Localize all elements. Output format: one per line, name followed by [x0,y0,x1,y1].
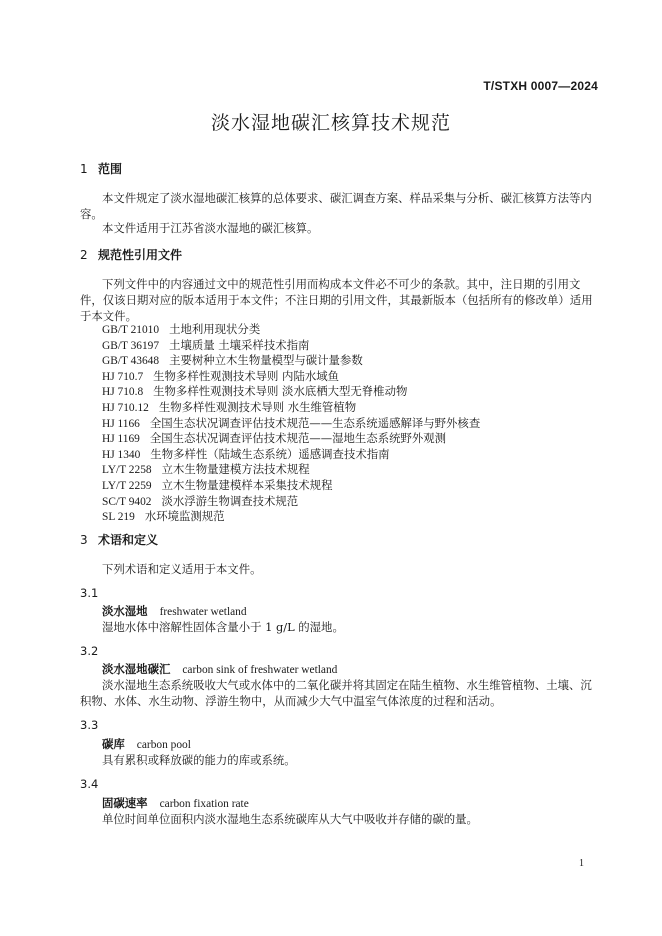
reference-title: 生物多样性观测技术导则 淡水底栖大型无脊椎动物 [153,384,408,399]
reference-item [102,368,339,385]
term-definition: 具有累积或释放碳的能力的库或系统。 [102,753,296,767]
reference-item [102,430,446,447]
term-entry [102,795,249,812]
reference-code: HJ 710.8 [102,386,144,399]
term-definition: 单位时间单位面积内淡水湿地生态系统碳库从大气中吸收并存储的碳的量。 [102,812,478,826]
term-entry [102,661,337,678]
section-number: 2 [80,248,88,262]
scope-paragraph-2: 本文件适用于江苏省淡水湿地的碳汇核算。 [102,221,319,235]
section-number: 3 [80,533,88,547]
reference-item [102,352,363,369]
section-title: 术语和定义 [98,533,159,547]
reference-title: 生物多样性（陆域生态系统）遥感调查技术指南 [150,446,390,461]
reference-code: GB/T 21010 [102,324,160,336]
reference-item [102,508,225,525]
reference-title: 生物多样性观测技术导则 内陆水域鱼 [153,368,340,383]
reference-item [102,415,480,432]
reference-title: 立木生物量建模样本采集技术规程 [161,478,333,492]
reference-item [102,477,332,494]
section-title: 范围 [98,162,123,176]
reference-code: HJ 710.12 [102,402,149,414]
term-definition: 湿地水体中溶解性固体含量小于 1 g/L 的湿地。 [102,620,344,634]
reference-item [102,321,260,338]
reference-code: GB/T 36197 [102,339,160,352]
document-title: 淡水湿地碳汇核算技术规范 [210,112,451,134]
term-number: 3.2 [80,644,99,658]
reference-title: 全国生态状况调查评估技术规范——生态系统遥感解译与野外核查 [149,415,481,430]
reference-item [102,337,309,354]
reference-code: HJ 1169 [102,433,140,446]
term-zh: 碳库 [102,737,125,751]
reference-code: HJ 1340 [102,448,141,461]
section-number: 1 [80,162,88,176]
reference-title: 土地利用现状分类 [169,322,261,336]
term-en: carbon pool [136,739,191,751]
section-heading-terms [80,532,158,548]
reference-item [102,461,310,478]
term-zh: 淡水湿地碳汇 [102,662,171,676]
reference-item [102,493,298,510]
term-zh: 淡水湿地 [102,604,148,618]
reference-title: 生物多样性观测技术导则 水生维管植物 [158,400,357,414]
section-heading-normative [80,247,182,263]
reference-title: 水环境监测规范 [144,509,225,524]
reference-title: 主要树种立木生物量模型与碳计量参数 [169,353,363,368]
terms-intro: 下列术语和定义适用于本文件。 [102,562,262,576]
reference-title: 立木生物量建模方法技术规程 [161,462,310,477]
reference-code: SC/T 9402 [102,495,152,508]
term-entry [102,736,191,753]
page-number: 1 [579,858,584,869]
reference-code: LY/T 2259 [102,480,152,492]
term-definition: 淡水湿地生态系统吸收大气或水体中的二氧化碳并将其固定在陆生植物、水生维管植物、土壤、沉积物、水体、水生动物、浮游生物中，从而减少大气中温室气体浓度的过程和活动。 [80,678,592,708]
term-entry [102,603,247,620]
reference-item [102,446,390,463]
reference-title: 全国生态状况调查评估技术规范——湿地生态系统野外观测 [149,431,447,446]
reference-title: 淡水浮游生物调查技术规范 [161,493,299,508]
term-en: carbon fixation rate [159,798,249,810]
term-number: 3.4 [80,777,99,791]
term-zh: 固碳速率 [102,796,148,810]
term-en: freshwater wetland [159,606,247,618]
reference-code: GB/T 43648 [102,355,160,368]
document-code: T/STXH 0007—2024 [483,79,598,93]
reference-code: HJ 710.7 [102,370,144,383]
scope-paragraph-1: 本文件规定了淡水湿地碳汇核算的总体要求、碳汇调查方案、样品采集与分析、碳汇核算方法等内容。 [80,191,592,221]
reference-code: LY/T 2258 [102,464,152,477]
reference-code: SL 219 [102,511,135,524]
term-number: 3.1 [80,586,99,600]
reference-item [102,383,407,400]
section-title: 规范性引用文件 [98,248,183,262]
section-heading-scope [80,161,122,177]
term-number: 3.3 [80,718,99,732]
reference-title: 土壤质量 土壤采样技术指南 [169,337,310,352]
reference-item [102,399,356,416]
normative-intro: 下列文件中的内容通过文中的规范性引用而构成本文件必不可少的条款。其中，注日期的引用文件，仅该日期对应的版本适用于本文件；不注日期的引用文件，其最新版本（包括所有的修改单）适用于本文件。 [80,277,593,323]
term-en: carbon sink of freshwater wetland [182,664,338,676]
reference-code: HJ 1166 [102,417,140,430]
